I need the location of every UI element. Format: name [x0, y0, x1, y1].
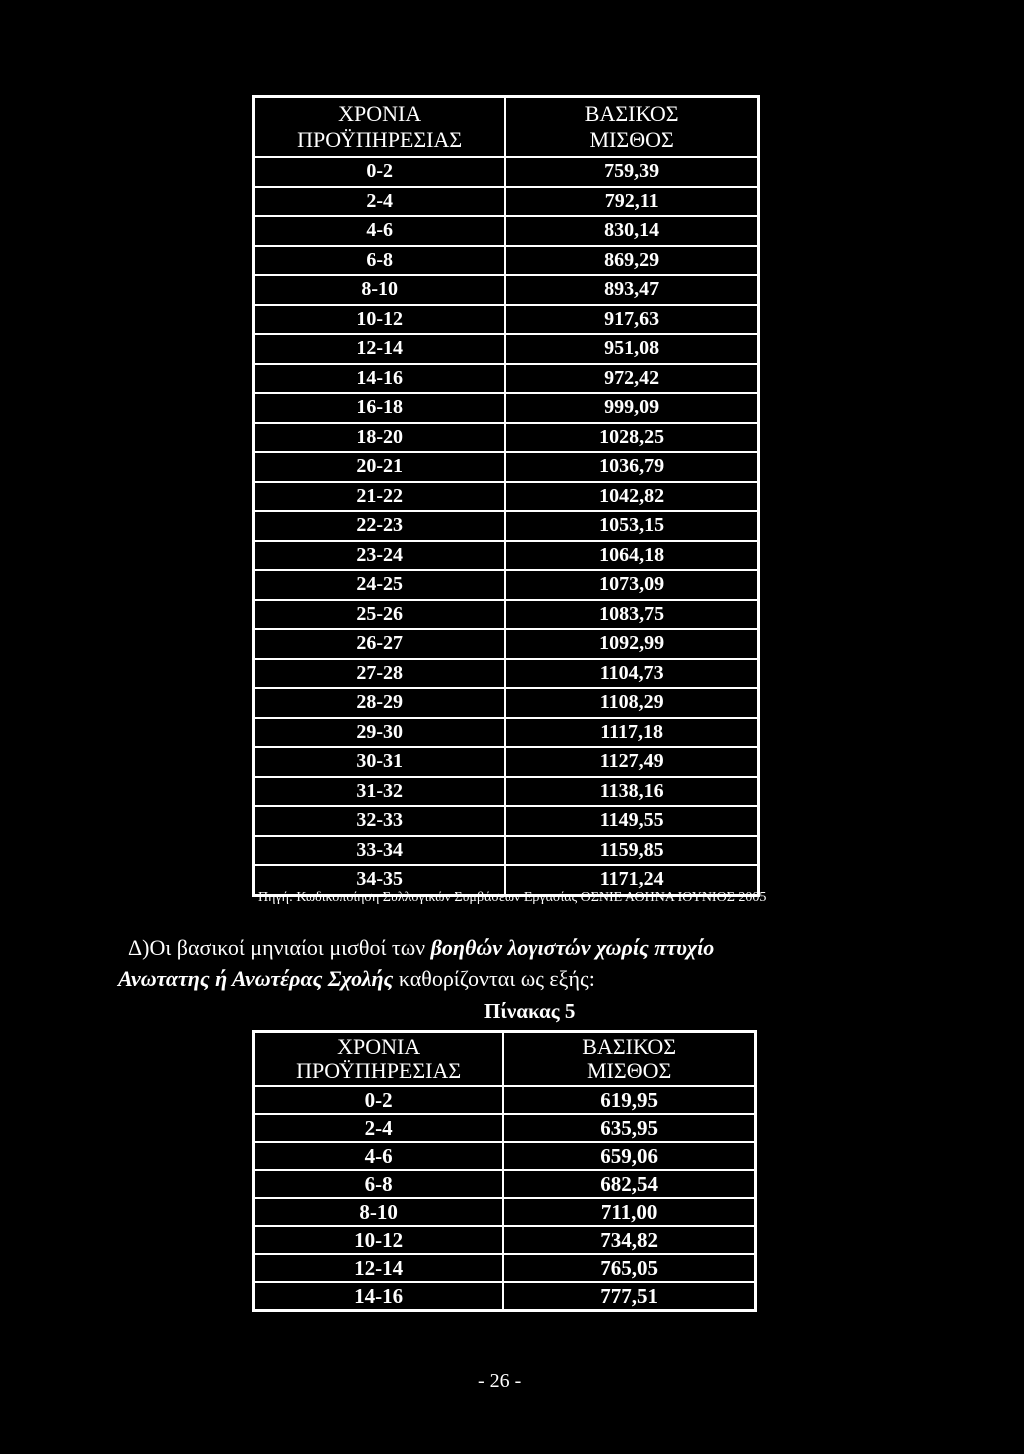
header-line: ΠΡΟΫΠΗΡΕΣΙΑΣ [297, 127, 463, 152]
salary-table-2 [252, 1030, 757, 1312]
table-row [254, 452, 759, 482]
years-cell: 6-8 [254, 246, 506, 276]
paragraph-line-2 [118, 966, 595, 992]
salary-cell: 1036,79 [505, 452, 758, 482]
salary-cell: 1083,75 [505, 600, 758, 630]
years-cell: 12-14 [254, 334, 506, 364]
table-row [254, 1254, 756, 1282]
table-row [254, 334, 759, 364]
salary-table-1 [252, 95, 760, 897]
salary-cell: 1149,55 [505, 806, 758, 836]
salary-cell: 972,42 [505, 364, 758, 394]
table-row [254, 600, 759, 630]
header-years-of-service [254, 97, 506, 158]
header-line: ΠΡΟΫΠΗΡΕΣΙΑΣ [296, 1058, 462, 1083]
salary-cell: 659,06 [503, 1142, 755, 1170]
table-row [254, 629, 759, 659]
years-cell: 33-34 [254, 836, 506, 866]
table-row [254, 836, 759, 866]
header-line: ΧΡΟΝΙΑ [338, 101, 422, 126]
years-cell: 4-6 [254, 1142, 504, 1170]
years-cell: 25-26 [254, 600, 506, 630]
salary-cell: 1117,18 [505, 718, 758, 748]
salary-cell: 777,51 [503, 1282, 755, 1311]
paragraph-line-1 [128, 935, 908, 961]
paragraph-emphasis: βοηθών λογιστών χωρίς πτυχίο [430, 935, 715, 960]
table-row [254, 659, 759, 689]
paragraph-text: Δ)Οι βασικοί μηνιαίοι μισθοί των [128, 935, 431, 960]
table-row [254, 305, 759, 335]
table-caption: Πίνακας 5 [484, 999, 576, 1023]
header-line: ΜΙΣΘΟΣ [589, 127, 674, 152]
years-cell: 28-29 [254, 688, 506, 718]
salary-cell: 917,63 [505, 305, 758, 335]
years-cell: 21-22 [254, 482, 506, 512]
years-cell: 0-2 [254, 157, 506, 187]
salary-cell: 1042,82 [505, 482, 758, 512]
table-row [254, 1226, 756, 1254]
salary-cell: 711,00 [503, 1198, 755, 1226]
salary-cell: 951,08 [505, 334, 758, 364]
years-cell: 34-35 [254, 865, 506, 895]
salary-cell: 1064,18 [505, 541, 758, 571]
years-cell: 18-20 [254, 423, 506, 453]
years-cell: 0-2 [254, 1086, 504, 1114]
table-row [254, 1142, 756, 1170]
header-line: ΒΑΣΙΚΟΣ [584, 101, 679, 126]
header-base-salary [505, 97, 758, 158]
table-row [254, 275, 759, 305]
paragraph-emphasis: Ανωτατης ή Ανωτέρας Σχολής [118, 966, 394, 991]
salary-cell: 1092,99 [505, 629, 758, 659]
salary-cell: 734,82 [503, 1226, 755, 1254]
salary-cell: 869,29 [505, 246, 758, 276]
table-header-row [254, 1032, 756, 1087]
table-row [254, 423, 759, 453]
years-cell: 26-27 [254, 629, 506, 659]
table-row [254, 216, 759, 246]
table-row [254, 718, 759, 748]
table-row [254, 1282, 756, 1311]
years-cell: 8-10 [254, 275, 506, 305]
years-cell: 2-4 [254, 187, 506, 217]
table-row [254, 364, 759, 394]
years-cell: 23-24 [254, 541, 506, 571]
years-cell: 10-12 [254, 1226, 504, 1254]
years-cell: 14-16 [254, 364, 506, 394]
years-cell: 31-32 [254, 777, 506, 807]
table-row [254, 187, 759, 217]
table-row [254, 482, 759, 512]
table-row [254, 1114, 756, 1142]
table-row [254, 1198, 756, 1226]
salary-cell: 1171,24 [505, 865, 758, 895]
salary-cell: 1108,29 [505, 688, 758, 718]
years-cell: 14-16 [254, 1282, 504, 1311]
salary-cell: 635,95 [503, 1114, 755, 1142]
years-cell: 4-6 [254, 216, 506, 246]
table-row [254, 393, 759, 423]
years-cell: 32-33 [254, 806, 506, 836]
table-row [254, 688, 759, 718]
table-row [254, 1086, 756, 1114]
table-header-row [254, 97, 759, 158]
years-cell: 29-30 [254, 718, 506, 748]
salary-cell: 1104,73 [505, 659, 758, 689]
salary-cell: 1159,85 [505, 836, 758, 866]
page-number: - 26 - [478, 1370, 522, 1392]
table-row [254, 511, 759, 541]
years-cell: 27-28 [254, 659, 506, 689]
salary-cell: 792,11 [505, 187, 758, 217]
source-note: Πηγή: Κωδικοποίηση Συλλογικών Συμβάσεων Εργασίας ΟΣΝΙΕ ΑΘΗΝΑ ΙΟΥΝΙΟΣ 2005 [258, 890, 767, 905]
header-years-of-service [254, 1032, 504, 1087]
header-line: ΒΑΣΙΚΟΣ [582, 1034, 677, 1059]
salary-cell: 759,39 [505, 157, 758, 187]
header-base-salary [503, 1032, 755, 1087]
table-row [254, 1170, 756, 1198]
years-cell: 24-25 [254, 570, 506, 600]
years-cell: 30-31 [254, 747, 506, 777]
years-cell: 22-23 [254, 511, 506, 541]
table-row [254, 246, 759, 276]
years-cell: 6-8 [254, 1170, 504, 1198]
table-row [254, 157, 759, 187]
table-row [254, 747, 759, 777]
header-line: ΧΡΟΝΙΑ [337, 1034, 421, 1059]
salary-cell: 765,05 [503, 1254, 755, 1282]
salary-cell: 1127,49 [505, 747, 758, 777]
years-cell: 20-21 [254, 452, 506, 482]
table-row [254, 570, 759, 600]
salary-cell: 682,54 [503, 1170, 755, 1198]
years-cell: 2-4 [254, 1114, 504, 1142]
salary-cell: 619,95 [503, 1086, 755, 1114]
salary-cell: 1073,09 [505, 570, 758, 600]
salary-cell: 999,09 [505, 393, 758, 423]
salary-cell: 1138,16 [505, 777, 758, 807]
years-cell: 10-12 [254, 305, 506, 335]
table-row [254, 777, 759, 807]
salary-cell: 893,47 [505, 275, 758, 305]
table-row [254, 541, 759, 571]
years-cell: 16-18 [254, 393, 506, 423]
table-row [254, 806, 759, 836]
years-cell: 8-10 [254, 1198, 504, 1226]
salary-cell: 1053,15 [505, 511, 758, 541]
salary-cell: 1028,25 [505, 423, 758, 453]
years-cell: 12-14 [254, 1254, 504, 1282]
paragraph-text: καθορίζονται ως εξής: [393, 966, 595, 991]
salary-cell: 830,14 [505, 216, 758, 246]
header-line: ΜΙΣΘΟΣ [587, 1058, 672, 1083]
